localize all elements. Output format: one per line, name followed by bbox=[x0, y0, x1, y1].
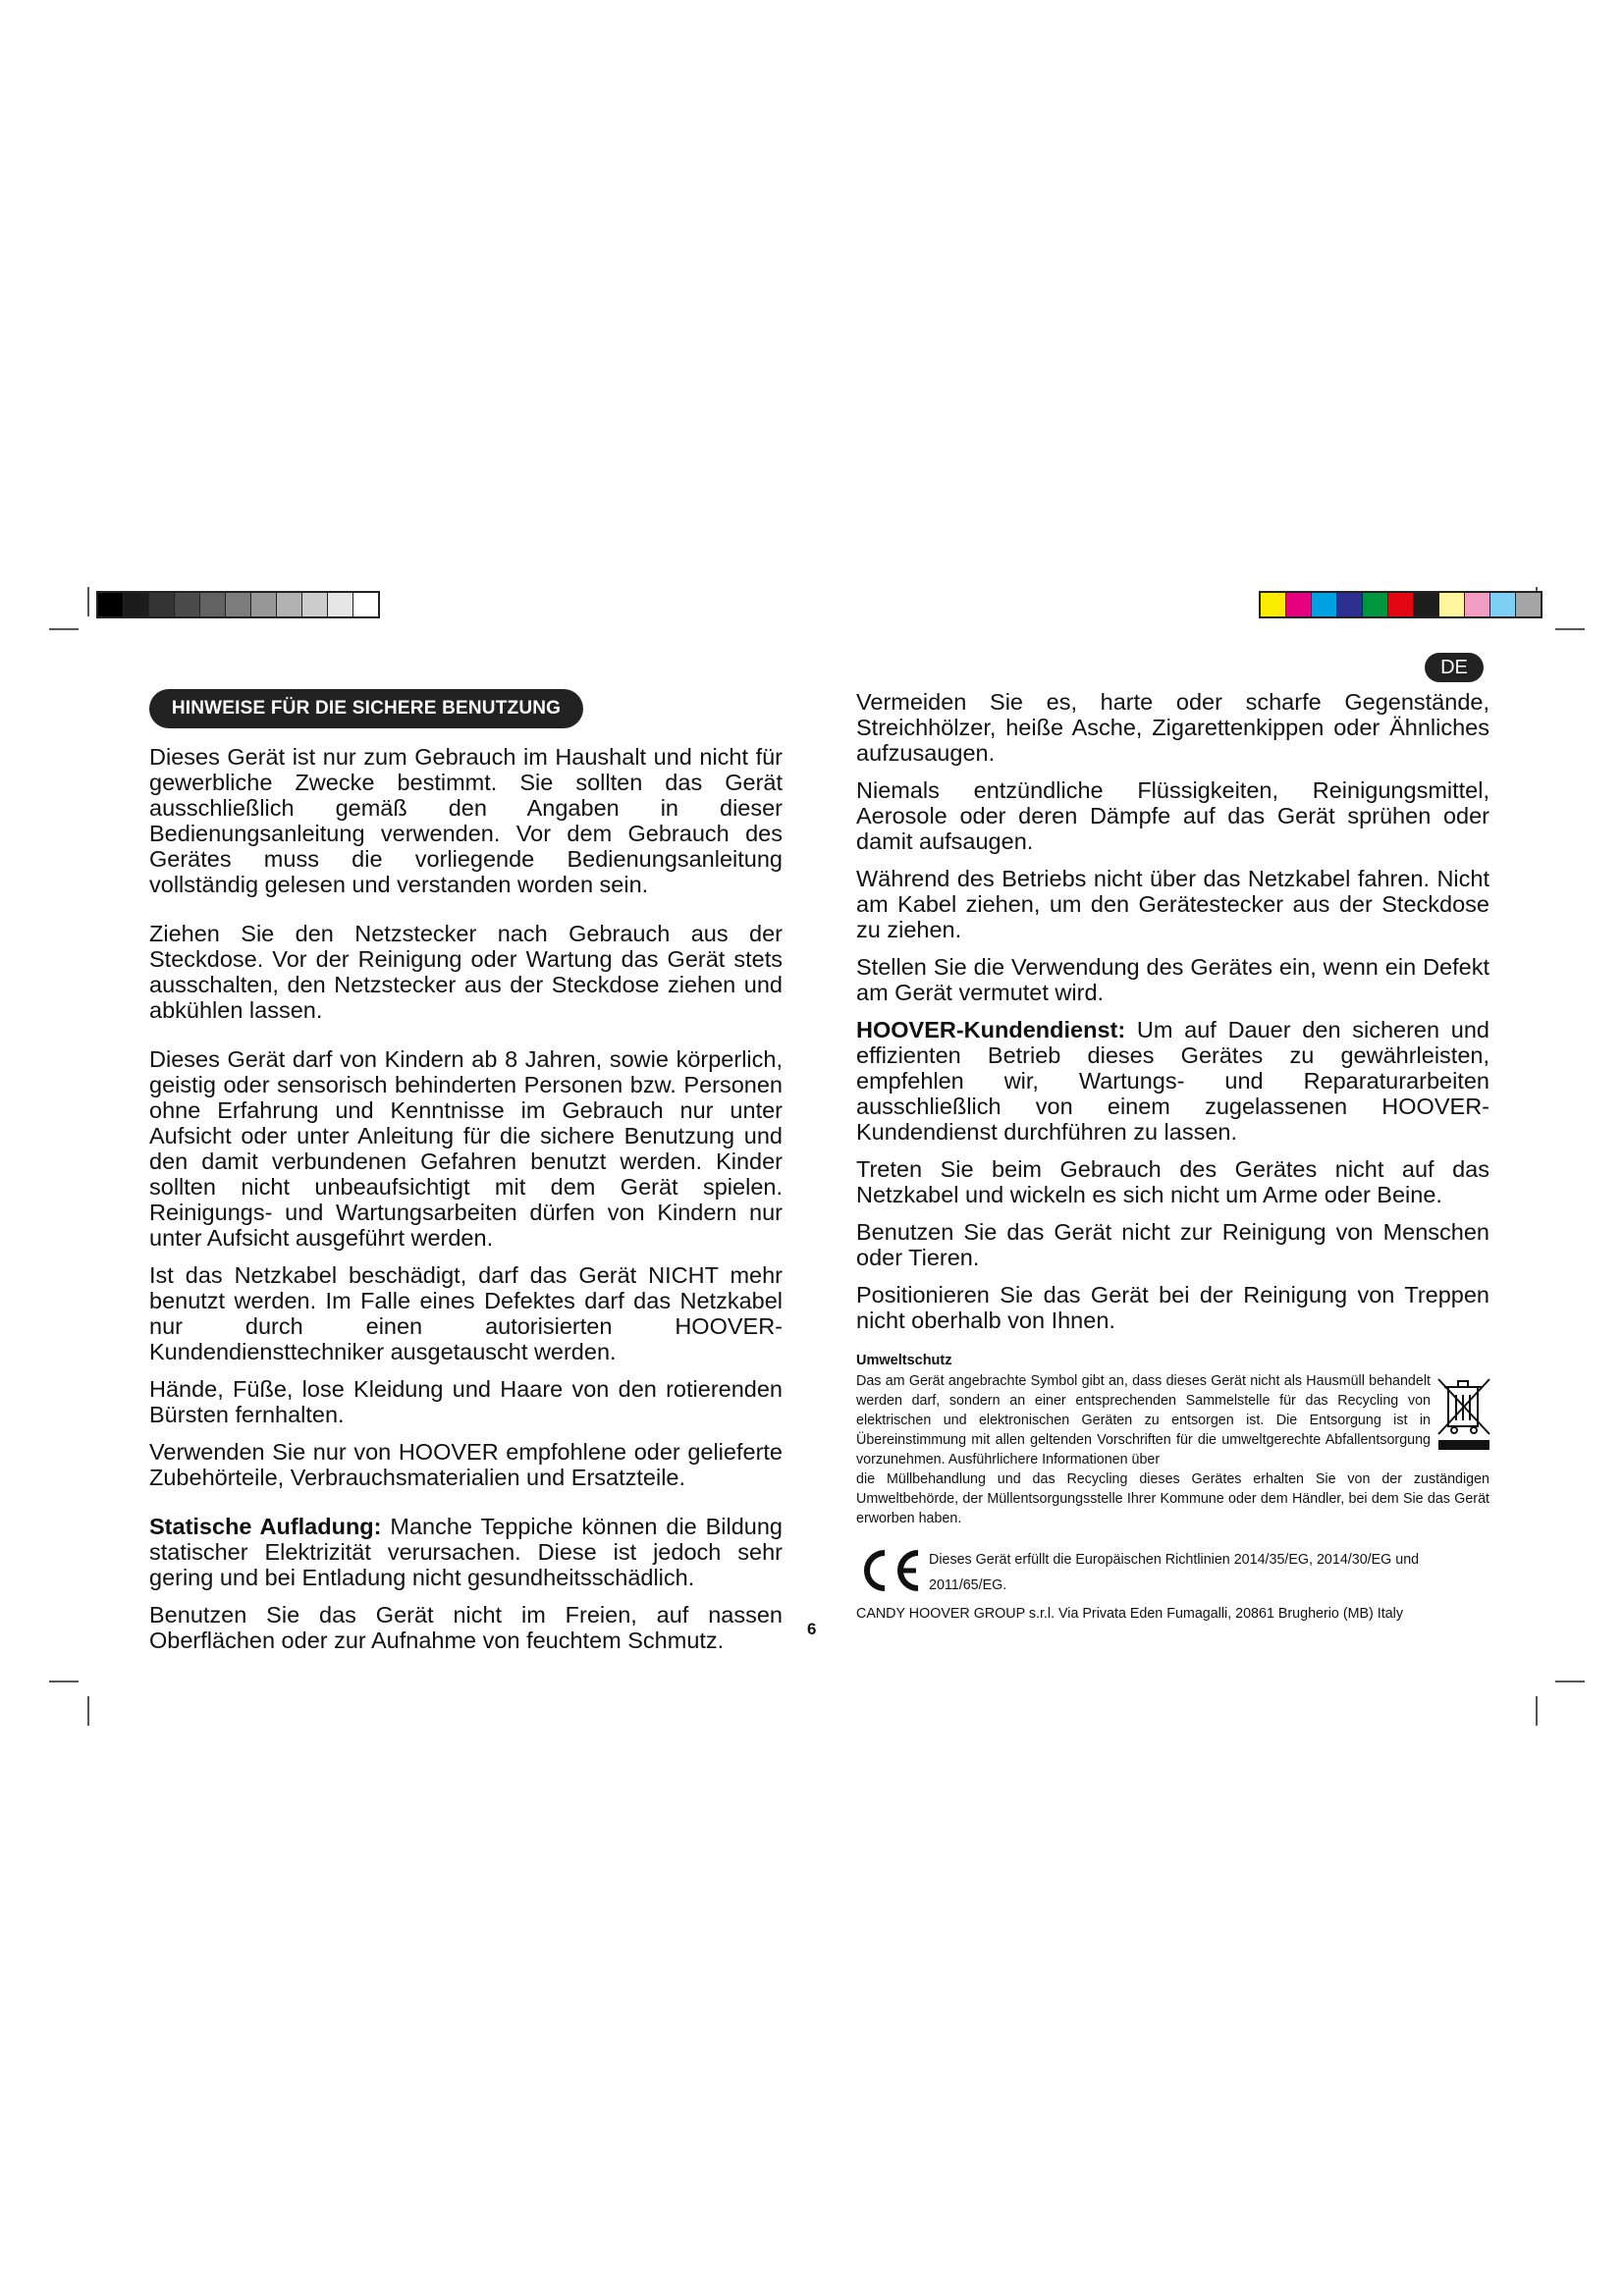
grayscale-calibration-bar bbox=[96, 591, 380, 618]
paragraph: Während des Betriebs nicht über das Netzkabel fahren. Nicht am Kabel ziehen, um den Gerätestecker aus der Steckdose zu ziehen. bbox=[856, 866, 1489, 942]
page-number: 6 bbox=[807, 1620, 817, 1638]
environment-text-continued: die Müllbehandlung und das Recycling dieses Gerätes erhalten Sie von der zuständigen Umweltbehörde, der Müllentsorgungsstelle Ihrer Kommune oder dem Händler, bei dem Sie das Gerät erworben haben. bbox=[856, 1471, 1489, 1526]
color-swatch bbox=[1337, 593, 1363, 616]
paragraph-text: Manche Teppiche können die Bildung statischer Elektrizität verursachen. Diese ist jedoch sehr gering und bei Entladung nicht gesundheitsschädlich. bbox=[149, 1514, 784, 1590]
crop-mark bbox=[49, 1681, 79, 1682]
color-swatch bbox=[1465, 593, 1490, 616]
weee-bin-icon bbox=[1435, 1373, 1493, 1452]
paragraph: Benutzen Sie das Gerät nicht zur Reinigung von Menschen oder Tieren. bbox=[856, 1219, 1489, 1270]
paragraph-text: Um auf Dauer den sicheren und effizienten Betrieb dieses Gerätes zu gewährleisten, empfehlen wir, Wartungs- und Reparaturarbeiten ausschließlich von einem zugelassenen HOOVER-Kundendienst durchführen zu lassen. bbox=[856, 1017, 1489, 1145]
paragraph: Vermeiden Sie es, harte oder scharfe Gegenstände, Streichhölzer, heiße Asche, Zigarettenkippen oder Ähnliches aufzusaugen. bbox=[856, 689, 1489, 766]
color-swatch bbox=[1261, 593, 1286, 616]
grayscale-swatch bbox=[226, 593, 251, 616]
grayscale-swatch bbox=[98, 593, 124, 616]
color-swatch bbox=[1439, 593, 1465, 616]
grayscale-swatch bbox=[328, 593, 353, 616]
paragraph: Ziehen Sie den Netzstecker nach Gebrauch aus der Steckdose. Vor der Reinigung oder Wartung das Gerät stets ausschalten, den Netzstecker aus der Steckdose ziehen und abkühlen lassen. bbox=[149, 921, 783, 1023]
grayscale-swatch bbox=[302, 593, 328, 616]
paragraph: Niemals entzündliche Flüssigkeiten, Reinigungsmittel, Aerosole oder deren Dämpfe auf das Gerät sprühen oder damit aufsaugen. bbox=[856, 777, 1489, 854]
left-column bbox=[149, 744, 783, 1653]
paragraph bbox=[856, 1017, 1489, 1145]
crop-mark bbox=[87, 1696, 89, 1726]
grayscale-swatch bbox=[251, 593, 277, 616]
ce-mark-icon bbox=[855, 1547, 926, 1594]
environment-title: Umweltschutz bbox=[856, 1353, 952, 1368]
paragraph: Hände, Füße, lose Kleidung und Haare von den rotierenden Bürsten fernhalten. bbox=[149, 1376, 783, 1427]
paragraph: Verwenden Sie nur von HOOVER empfohlene oder gelieferte Zubehörteile, Verbrauchsmaterialien und Ersatzteile. bbox=[149, 1439, 783, 1490]
paragraph-lead: Statische Aufladung: bbox=[149, 1514, 382, 1539]
paragraph bbox=[149, 1514, 783, 1590]
paragraph: Benutzen Sie das Gerät nicht im Freien, auf nassen Oberflächen oder zur Aufnahme von feuchtem Schmutz. bbox=[149, 1602, 783, 1653]
crop-mark bbox=[1555, 1681, 1585, 1682]
grayscale-swatch bbox=[175, 593, 200, 616]
grayscale-swatch bbox=[149, 593, 175, 616]
paragraph: Stellen Sie die Verwendung des Gerätes ein, wenn ein Defekt am Gerät vermutet wird. bbox=[856, 954, 1489, 1005]
paragraph-lead: HOOVER-Kundendienst: bbox=[856, 1017, 1126, 1042]
paragraph: Treten Sie beim Gebrauch des Gerätes nicht auf das Netzkabel und wickeln es sich nicht um Arme oder Beine. bbox=[856, 1156, 1489, 1207]
color-swatch bbox=[1388, 593, 1414, 616]
crop-mark bbox=[49, 628, 79, 630]
color-swatch bbox=[1286, 593, 1312, 616]
grayscale-swatch bbox=[124, 593, 149, 616]
language-badge: DE bbox=[1425, 653, 1484, 682]
crop-mark bbox=[1555, 628, 1585, 630]
right-column bbox=[856, 689, 1489, 1333]
paragraph: Dieses Gerät ist nur zum Gebrauch im Haushalt und nicht für gewerbliche Zwecke bestimmt. Sie sollten das Gerät ausschließlich gemäß den Angaben in dieser Bedienungsanleitung verwenden. Vor dem Gebrauch des Gerätes muss die vorliegende Bedienungsanleitung vollständig gelesen und verstanden worden sein. bbox=[149, 744, 783, 897]
color-swatch bbox=[1363, 593, 1388, 616]
company-address: CANDY HOOVER GROUP s.r.l. Via Privata Eden Fumagalli, 20861 Brugherio (MB) Italy bbox=[856, 1606, 1403, 1622]
grayscale-swatch bbox=[277, 593, 302, 616]
grayscale-swatch bbox=[353, 593, 378, 616]
color-swatch bbox=[1414, 593, 1439, 616]
paragraph: Ist das Netzkabel beschädigt, darf das Gerät NICHT mehr benutzt werden. Im Falle eines Defektes darf das Netzkabel nur durch einen autorisierten HOOVER-Kundendiensttechniker ausgetauscht werden. bbox=[149, 1262, 783, 1364]
environment-text: Das am Gerät angebrachte Symbol gibt an, dass dieses Gerät nicht als Hausmüll behandelt werden darf, sondern an einer entsprechenden Sammelstelle für das Recycling von elektrischen und elektronischen Geräten zu entsorgen ist. Die Entsorgung ist in Übereinstimmung mit allen geltenden Vorschriften für die umweltgerechte Abfallentsorgung vorzunehmen. Ausführlichere Informationen über bbox=[856, 1373, 1431, 1468]
grayscale-swatch bbox=[200, 593, 226, 616]
section-title: HINWEISE FÜR DIE SICHERE BENUTZUNG bbox=[149, 689, 583, 728]
color-swatch bbox=[1312, 593, 1337, 616]
color-swatch bbox=[1490, 593, 1516, 616]
crop-mark bbox=[87, 587, 89, 616]
color-swatch bbox=[1516, 593, 1541, 616]
paragraph: Dieses Gerät darf von Kindern ab 8 Jahren, sowie körperlich, geistig oder sensorisch behinderten Personen bzw. Personen ohne Erfahrung und Kenntnisse im Gebrauch nur unter Aufsicht oder unter Anleitung für die sichere Benutzung und den damit verbundenen Gefahren benutzt werden. Kinder sollten nicht unbeaufsichtigt mit dem Gerät spielen. Reinigungs- und Wartungsarbeiten dürfen von Kindern nur unter Aufsicht ausgeführt werden. bbox=[149, 1046, 783, 1251]
color-calibration-bar bbox=[1259, 591, 1543, 618]
paragraph: Positionieren Sie das Gerät bei der Reinigung von Treppen nicht oberhalb von Ihnen. bbox=[856, 1282, 1489, 1333]
ce-compliance-text: Dieses Gerät erfüllt die Europäischen Richtlinien 2014/35/EG, 2014/30/EG und 2011/65/EG. bbox=[929, 1552, 1420, 1593]
crop-mark bbox=[1536, 1696, 1538, 1726]
